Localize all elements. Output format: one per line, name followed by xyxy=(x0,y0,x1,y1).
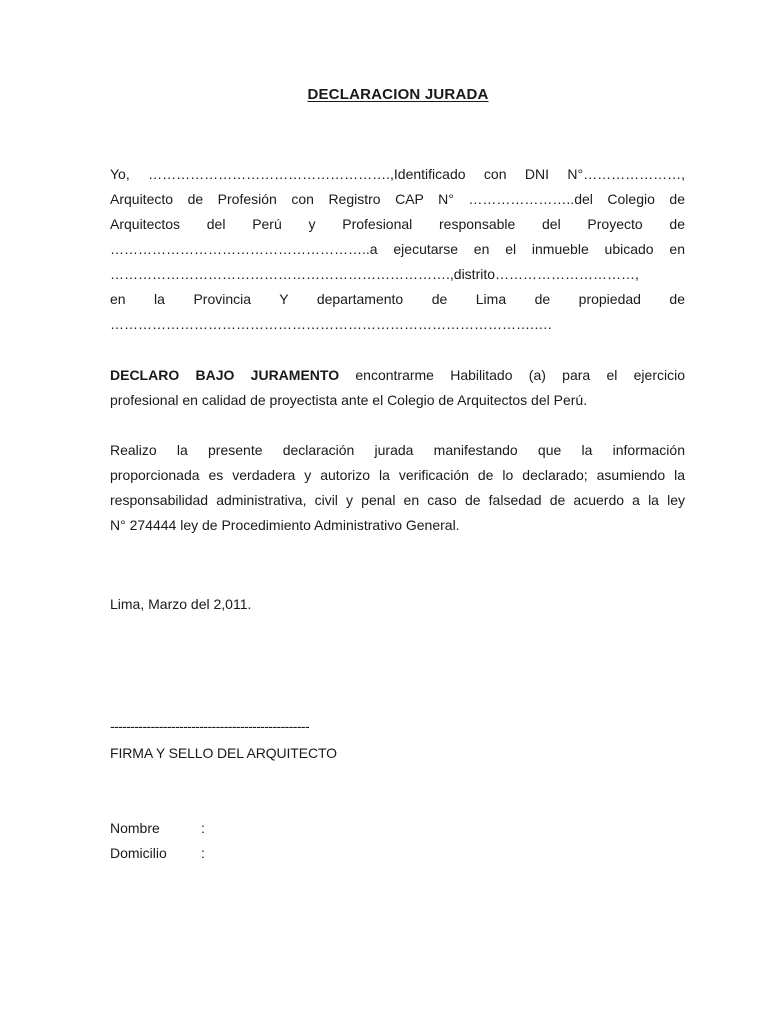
oath-bold-text: DECLARO BAJO JURAMENTO xyxy=(110,367,340,383)
field-nombre xyxy=(110,816,205,841)
field-label: Domicilio xyxy=(110,845,167,861)
oath-text: encontrarme Habilitado (a) para el ejercicio xyxy=(339,367,685,383)
paragraph-line: ……………………………………………………………………………….…. xyxy=(110,316,552,332)
paragraph-line: Realizo la presente declaración jurada manifestando que la información xyxy=(110,442,685,458)
statement-paragraph xyxy=(110,438,685,538)
signature-line: ------------------------------------------------- xyxy=(110,718,310,734)
paragraph-line: Yo, …………………………………………….,Identificado con DNI N°…………………, xyxy=(110,166,685,182)
field-label: Nombre xyxy=(110,820,160,836)
paragraph-line: en la Provincia Y departamento de Lima de propiedad de xyxy=(110,291,685,307)
paragraph-line: responsabilidad administrativa, civil y penal en caso de falsedad de acuerdo a la ley xyxy=(110,492,685,508)
paragraph-line: profesional en calidad de proyectista ante el Colegio de Arquitectos del Perú. xyxy=(110,392,588,408)
paragraph-line: proporcionada es verdadera y autorizo la verificación de lo declarado; asumiendo la xyxy=(110,467,685,483)
paragraph-line: ……………………………………………………………….,distrito…………………………, xyxy=(110,266,639,282)
document-title: DECLARACION JURADA xyxy=(307,86,489,103)
paragraph-line: ………………………………………………..a ejecutarse en el inmueble ubicado en xyxy=(110,241,685,257)
field-separator: : xyxy=(201,845,205,861)
field-domicilio xyxy=(110,841,205,866)
date-line: Lima, Marzo del 2,011. xyxy=(110,596,252,612)
signature-label: FIRMA Y SELLO DEL ARQUITECTO xyxy=(110,745,337,761)
declaration-paragraph xyxy=(110,162,685,337)
field-separator: : xyxy=(201,820,205,836)
paragraph-line: Arquitecto de Profesión con Registro CAP N° …………………..del Colegio de xyxy=(110,191,685,207)
paragraph-line: Arquitectos del Perú y Profesional responsable del Proyecto de xyxy=(110,216,685,232)
oath-paragraph xyxy=(110,363,685,413)
paragraph-line xyxy=(110,363,685,388)
paragraph-line: N° 274444 ley de Procedimiento Administrativo General. xyxy=(110,517,460,533)
